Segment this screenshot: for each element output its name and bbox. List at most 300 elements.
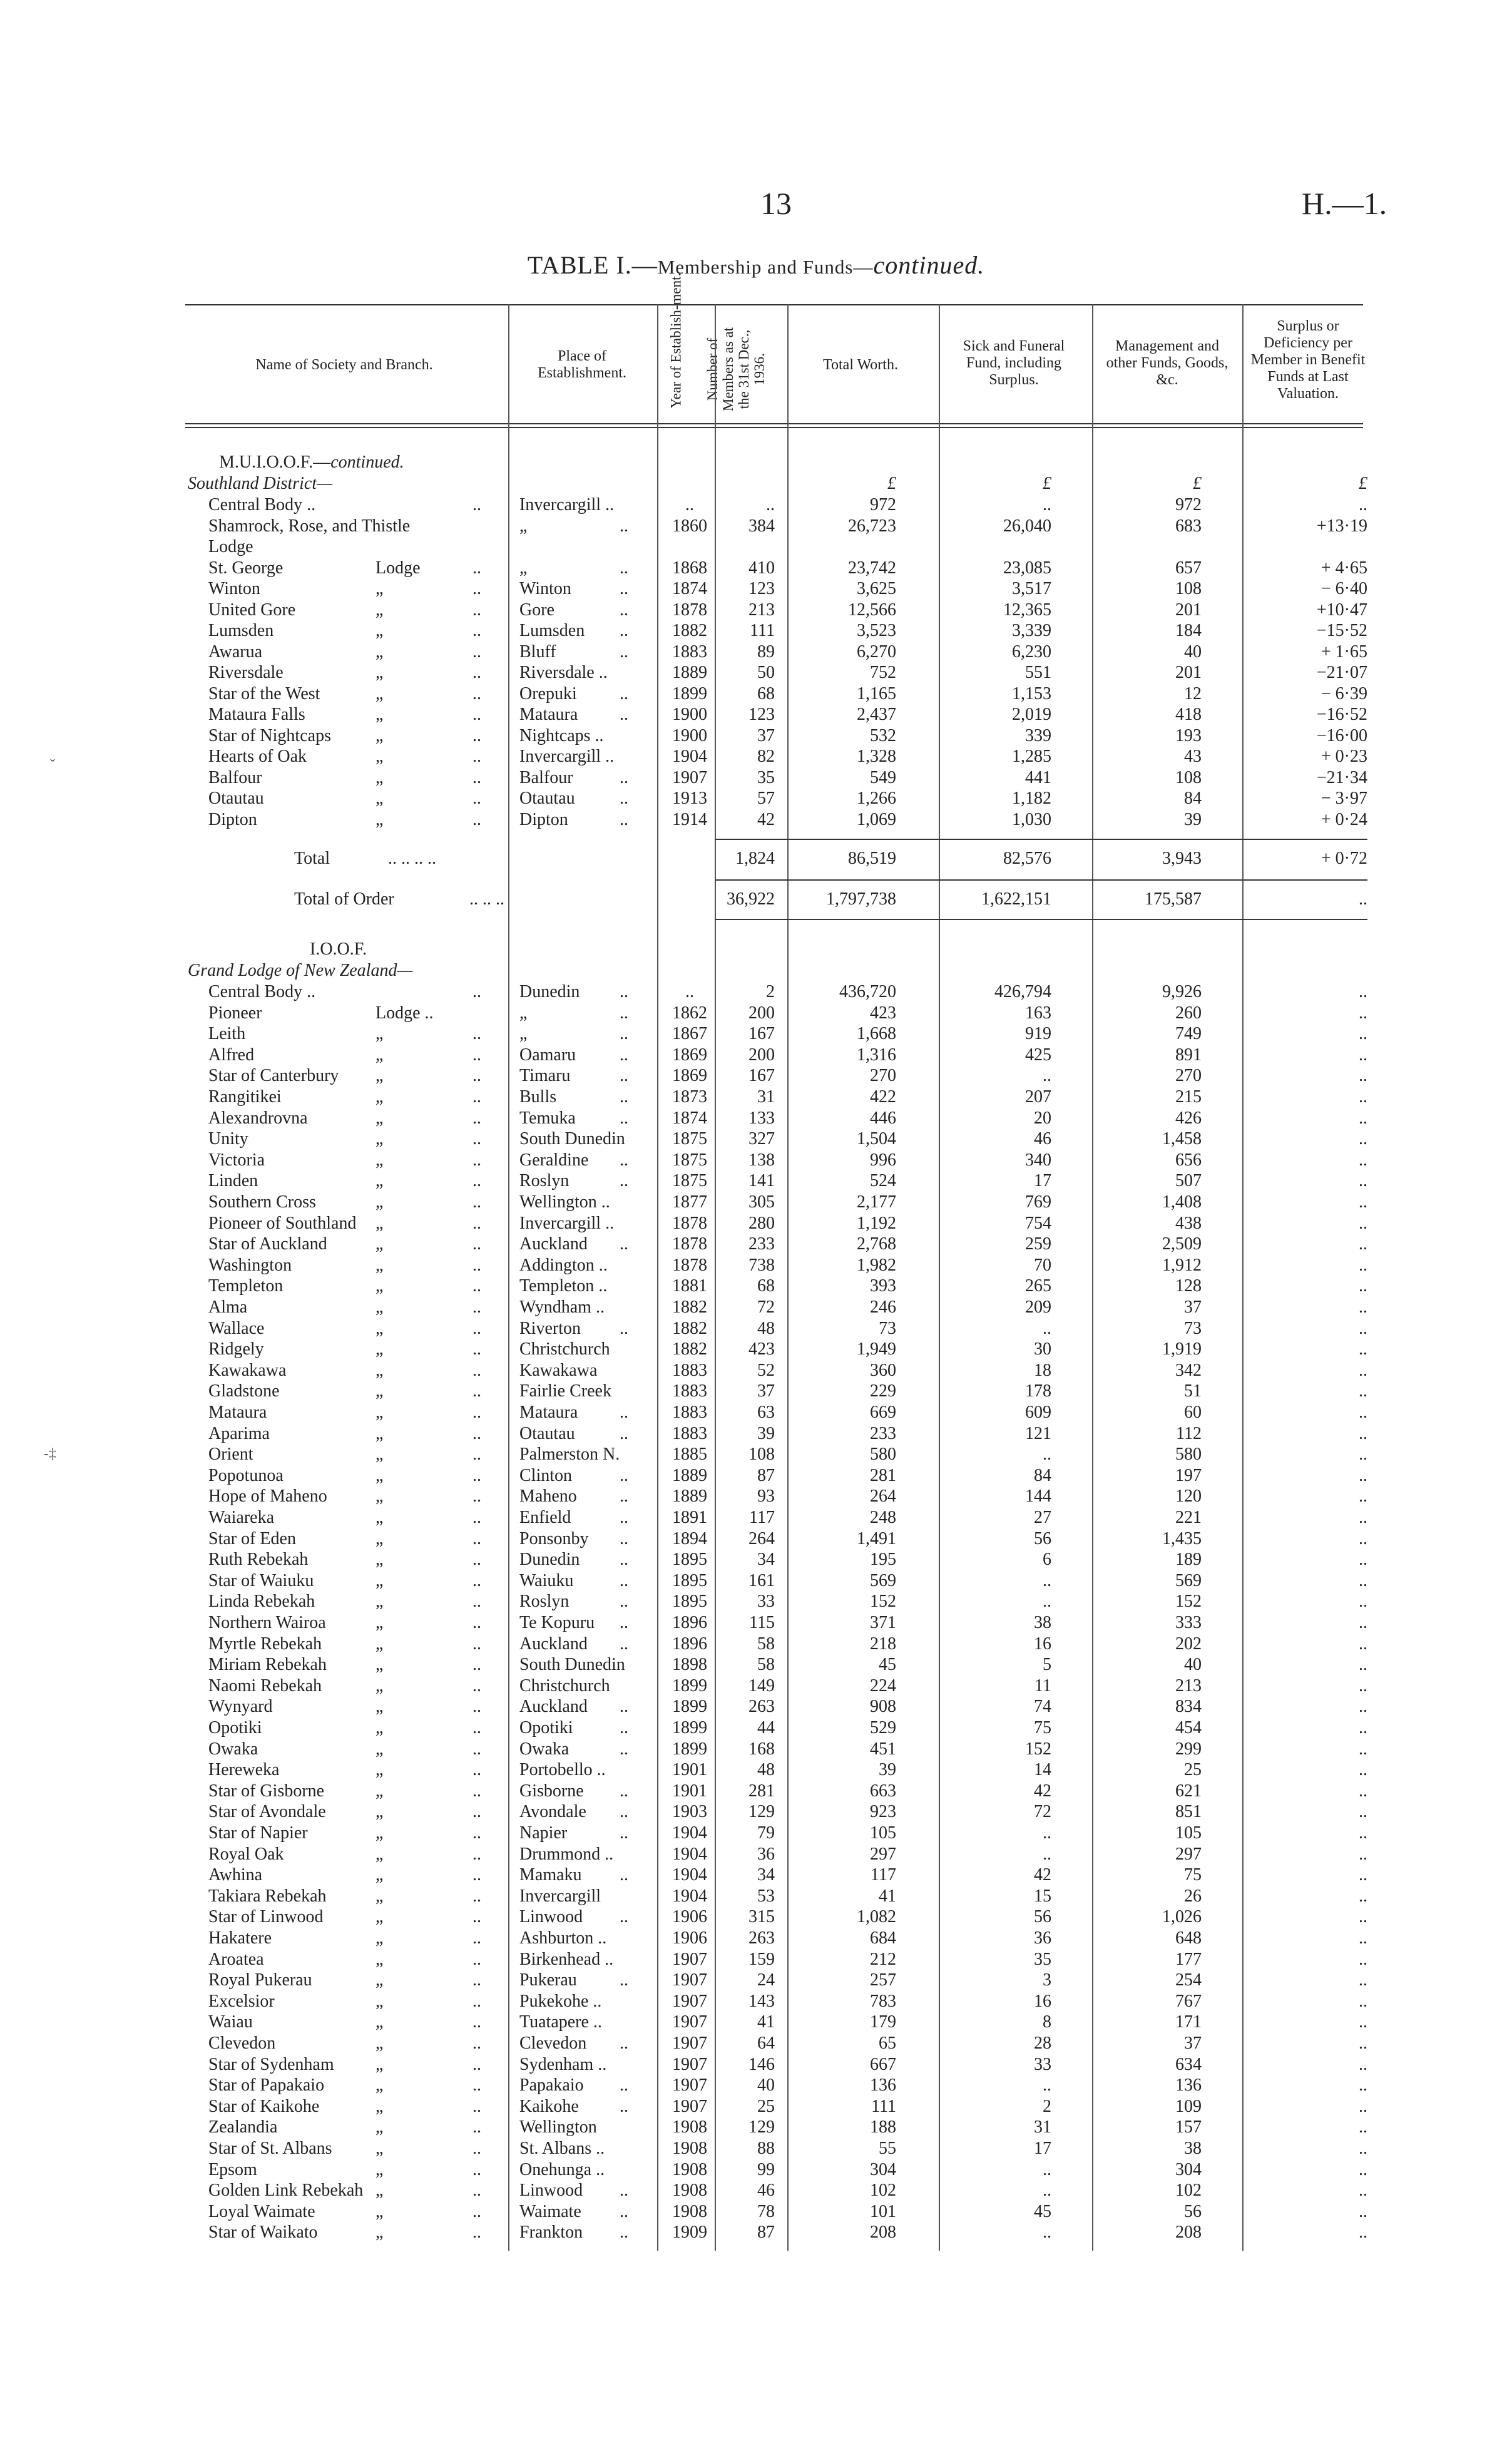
cell-dots2: .. (620, 1697, 628, 1717)
cell-sick: 3,339 (1012, 621, 1051, 640)
cell-name: Epsom (208, 2159, 257, 2179)
cell-dots2: .. (620, 2096, 628, 2116)
cell-sick: 35 (1034, 1949, 1051, 1969)
cell-surp: .. (1359, 1339, 1367, 1359)
cell-year: 1894 (672, 1528, 707, 1548)
cell-year: 1907 (672, 1991, 707, 2011)
cell-sick: 8 (1043, 2012, 1051, 2032)
cell-surp: .. (1359, 1528, 1367, 1548)
cell-dots1: .. (472, 1445, 481, 1465)
cell-worth: 923 (870, 1802, 896, 1822)
cell-dots2: .. (620, 1592, 628, 1612)
cell-place: Auckland (519, 1234, 588, 1254)
cell-mem: 39 (757, 1423, 775, 1443)
header-worth: Total Worth. (823, 357, 898, 373)
cell-lodge: „ (375, 1781, 384, 1801)
cell-name: Zealandia (208, 2117, 278, 2137)
cell-dots2: .. (620, 1865, 628, 1885)
cell-place: Christchurch (519, 1676, 610, 1696)
cell-surp: .. (1359, 1823, 1367, 1843)
cell-mgmt: 333 (1175, 1613, 1202, 1632)
cell-lodge: „ (375, 1339, 384, 1359)
cell-mgmt: 621 (1175, 1781, 1202, 1801)
cell-place: Orepuki (519, 683, 577, 704)
currency-worth: £ (887, 474, 896, 493)
cell-lodge: „ (375, 1528, 384, 1548)
total-order-mgmt: 175,587 (1145, 889, 1202, 909)
cell-name: Owaka (208, 1739, 258, 1759)
cell-mgmt: 657 (1175, 558, 1202, 578)
cell-surp: .. (1359, 2075, 1367, 2096)
cell-mgmt: 656 (1175, 1150, 1202, 1170)
cell-mem: 57 (757, 789, 775, 808)
cell-sick: 265 (1025, 1276, 1051, 1296)
cell-lodge: „ (375, 725, 384, 745)
cell-lodge: „ (375, 1465, 384, 1485)
cell-dots2: .. (620, 809, 628, 829)
cell-year: 1907 (672, 2054, 707, 2074)
cell-dots1: .. (472, 2201, 481, 2221)
cell-mgmt: 834 (1175, 1697, 1202, 1717)
cell-mgmt: 270 (1175, 1066, 1202, 1086)
cell-mem: 36 (757, 1844, 775, 1864)
cell-name: Myrtle Rebekah (208, 1634, 322, 1654)
cell-mem: 167 (748, 1024, 775, 1044)
cell-name: Royal Pukerau (208, 1970, 312, 1990)
header-bottom-rule (185, 423, 1363, 424)
total-label: Total (294, 849, 330, 868)
cell-mem: 129 (748, 2117, 775, 2137)
cell-place: Linwood (519, 2181, 583, 2201)
table-row (0, 704, 1512, 725)
cell-place: Roslyn (519, 1171, 570, 1191)
cell-place: Dipton (519, 809, 568, 829)
cell-name: Washington (208, 1255, 292, 1275)
page-reference: H.—1. (1302, 186, 1387, 221)
cell-dots1: .. (472, 621, 481, 640)
cell-mgmt: 221 (1175, 1508, 1202, 1527)
cell-worth: 105 (870, 1823, 896, 1843)
cell-name: Linden (208, 1171, 258, 1191)
cell-sick: 207 (1025, 1087, 1051, 1107)
cell-sick: 36 (1034, 1928, 1051, 1948)
cell-surp: .. (1359, 2096, 1367, 2116)
cell-place: Wellington .. (519, 1192, 610, 1212)
cell-dots2: .. (620, 1570, 628, 1590)
cell-surp: .. (1359, 1234, 1367, 1254)
cell-name: Dipton (208, 809, 257, 829)
cell-name: St. George (208, 558, 284, 578)
cell-year: 1873 (672, 1087, 707, 1107)
table-row (0, 788, 1512, 809)
cell-surp: .. (1359, 1045, 1367, 1065)
total-order-row (0, 889, 1512, 910)
cell-surp: +10·47 (1316, 600, 1367, 620)
cell-mem: 37 (757, 725, 775, 745)
table-row (0, 1108, 1512, 1129)
cell-surp: .. (1359, 1928, 1367, 1948)
cell-worth: 45 (879, 1655, 896, 1675)
cell-dots2: .. (620, 767, 628, 787)
cell-mgmt: 184 (1175, 621, 1202, 640)
cell-mem: 87 (757, 2223, 775, 2243)
table-row (0, 2054, 1512, 2075)
cell-worth: 1,266 (857, 789, 896, 808)
cell-name: Alma (208, 1297, 248, 1317)
cell-dots2: .. (620, 1781, 628, 1801)
cell-mem: 263 (748, 1697, 775, 1717)
cell-year: 1907 (672, 2012, 707, 2032)
table-row (0, 2012, 1512, 2033)
cell-year: 1869 (672, 1066, 707, 1086)
cell-worth: 111 (871, 2096, 896, 2116)
cell-sick: .. (1043, 1066, 1051, 1086)
cell-name: Awarua (208, 642, 263, 662)
cell-surp: .. (1359, 1613, 1367, 1632)
cell-sick: 144 (1025, 1487, 1051, 1507)
cell-surp: .. (1359, 1907, 1367, 1927)
cell-dots2: .. (620, 558, 628, 578)
cell-worth: 65 (879, 2034, 896, 2053)
table-row (0, 1255, 1512, 1276)
cell-lodge: „ (375, 1297, 384, 1317)
cell-name: Alexandrovna (208, 1108, 308, 1128)
table-row (0, 1676, 1512, 1697)
cell-surp: .. (1359, 2223, 1367, 2243)
cell-year: 1896 (672, 1634, 707, 1654)
table-row (0, 2117, 1512, 2138)
cell-worth: 270 (870, 1066, 896, 1086)
cell-year: 1906 (672, 1928, 707, 1948)
cell-sick: 1,153 (1012, 683, 1051, 704)
cell-mem: 72 (757, 1297, 775, 1317)
table-row (0, 809, 1512, 831)
cell-worth: 102 (870, 2181, 896, 2201)
cell-place: „ (519, 1024, 528, 1044)
cell-dots1: .. (472, 2012, 481, 2032)
cell-sick: 15 (1034, 1886, 1051, 1906)
cell-place: Pukerau (519, 1970, 577, 1990)
cell-year: 1882 (672, 1318, 707, 1338)
cell-lodge: „ (375, 1445, 384, 1465)
cell-mem: 31 (757, 1087, 775, 1107)
table-row (0, 2075, 1512, 2096)
cell-lodge: „ (375, 2181, 384, 2201)
cell-mem: 58 (757, 1655, 775, 1675)
cell-place: Wyndham .. (519, 1297, 605, 1317)
cell-mem: 34 (757, 1550, 775, 1570)
cell-sick: 17 (1034, 1171, 1051, 1191)
cell-name: Mataura (208, 1403, 267, 1422)
cell-name: Waiareka (208, 1508, 274, 1527)
cell-dots1: .. (472, 600, 481, 620)
margin-mark: ˇ (50, 757, 55, 774)
total-order-worth: 1,797,738 (826, 889, 896, 909)
margin-mark: -‡ (44, 1446, 56, 1462)
cell-worth: 1,504 (857, 1129, 896, 1149)
cell-dots1: .. (472, 1045, 481, 1065)
cell-mgmt: 208 (1175, 2223, 1202, 2243)
cell-place: Mataura (519, 705, 578, 724)
cell-name: Wynyard (208, 1697, 273, 1717)
cell-sick: 425 (1025, 1045, 1051, 1065)
cell-lodge: „ (375, 1550, 384, 1570)
cell-worth: 667 (870, 2054, 896, 2074)
cell-place: Invercargill .. (519, 1213, 615, 1233)
cell-place: Linwood (519, 1907, 583, 1927)
cell-sick: 46 (1034, 1129, 1051, 1149)
cell-mem: 48 (757, 1760, 775, 1780)
table-row (0, 1949, 1512, 1970)
cell-sick: .. (1043, 1445, 1051, 1465)
cell-year: 1874 (672, 579, 707, 598)
cell-place: Winton (519, 579, 571, 598)
cell-place: Waimate (519, 2201, 581, 2221)
cell-mem: 52 (757, 1360, 775, 1380)
cell-place: Dunedin (519, 1550, 580, 1570)
cell-mgmt: 43 (1184, 747, 1202, 766)
cell-worth: 529 (870, 1718, 896, 1737)
cell-lodge: „ (375, 1171, 384, 1191)
cell-surp: + 0·24 (1320, 809, 1367, 829)
cell-surp: .. (1359, 1213, 1367, 1233)
cell-worth: 783 (870, 1991, 896, 2011)
cell-mem: 46 (757, 2181, 775, 2201)
cell-year: .. (685, 495, 694, 514)
table-row (0, 578, 1512, 600)
cell-mem: 281 (748, 1781, 775, 1801)
cell-mgmt: 749 (1175, 1024, 1202, 1044)
table-row (0, 1970, 1512, 1991)
cell-dots2: .. (620, 642, 628, 662)
district-name-2: Grand Lodge of New Zealand— (188, 961, 413, 980)
cell-dots1: .. (472, 2054, 481, 2074)
cell-mem: 99 (757, 2159, 775, 2179)
cell-name: Royal Oak (208, 1844, 284, 1864)
cell-surp: .. (1359, 1150, 1367, 1170)
cell-mgmt: 426 (1175, 1108, 1202, 1128)
cell-dots1: .. (472, 1781, 481, 1801)
cell-dots1: .. (472, 747, 481, 766)
cell-dots1: .. (472, 1508, 481, 1527)
table-row (0, 1213, 1512, 1234)
cell-year: 1882 (672, 1297, 707, 1317)
cell-year: 1882 (672, 621, 707, 640)
cell-mgmt: 2,509 (1162, 1234, 1202, 1254)
cell-surp: .. (1359, 1991, 1367, 2011)
cell-mgmt: 972 (1175, 495, 1202, 514)
cell-place: Mataura (519, 1403, 578, 1422)
cell-lodge: „ (375, 600, 384, 620)
page-number: 13 (760, 186, 792, 221)
header-sick: Sick and Funeral Fund, including Surplus. (963, 338, 1065, 388)
society-name: M.U.I.O.O.F.— (219, 453, 331, 472)
cell-sick: 1,285 (1012, 747, 1051, 766)
cell-dots1: .. (472, 1528, 481, 1548)
header-mgmt: Management and other Funds, Goods, &c. (1106, 338, 1228, 388)
cell-name: Star of Napier (208, 1823, 308, 1843)
cell-lodge: „ (375, 1066, 384, 1086)
cell-year: 1862 (672, 1003, 707, 1023)
cell-name: Hereweka (208, 1760, 280, 1780)
cell-year: 1914 (672, 809, 707, 829)
cell-year: 1895 (672, 1550, 707, 1570)
cell-place: Otautau (519, 1423, 575, 1443)
cell-sick: 17 (1034, 2139, 1051, 2158)
cell-mgmt: 37 (1184, 2034, 1202, 2053)
cell-dots2: .. (620, 1802, 628, 1822)
cell-worth: 684 (870, 1928, 896, 1948)
cell-mem: 89 (757, 642, 775, 662)
cell-mem: 108 (748, 1445, 775, 1465)
cell-year: 1883 (672, 1423, 707, 1443)
cell-name: Shamrock, Rose, and Thistle (208, 516, 411, 536)
cell-mem: 123 (748, 579, 775, 598)
cell-surp: .. (1359, 2201, 1367, 2221)
cell-year: 1878 (672, 1255, 707, 1275)
cell-place: Otautau (519, 789, 575, 808)
cell-lodge: „ (375, 1907, 384, 1927)
cell-name: Star of Canterbury (208, 1066, 339, 1086)
cell-worth: 360 (870, 1360, 896, 1380)
cell-dots2: .. (620, 1634, 628, 1654)
cell-year: 1904 (672, 1886, 707, 1906)
cell-dots1: .. (472, 809, 481, 829)
cell-dots1: .. (472, 1171, 481, 1191)
cell-name: Star of Linwood (208, 1907, 324, 1927)
cell-dots2: .. (620, 1613, 628, 1632)
cell-dots2: .. (620, 2181, 628, 2201)
cell-year: 1908 (672, 2117, 707, 2137)
cell-year: 1882 (672, 1339, 707, 1359)
cell-year: 1899 (672, 1739, 707, 1759)
cell-worth: 212 (870, 1949, 896, 1969)
cell-sick: 74 (1034, 1697, 1051, 1717)
cell-mgmt: 38 (1184, 2139, 1202, 2158)
table-row (0, 620, 1512, 642)
cell-place: Auckland (519, 1634, 588, 1654)
cell-dots1: .. (472, 558, 481, 578)
cell-place: Ponsonby (519, 1528, 589, 1548)
cell-mem: 143 (748, 1991, 775, 2011)
cell-surp: + 4·65 (1320, 558, 1367, 578)
cell-surp: .. (1359, 1655, 1367, 1675)
cell-dots2: .. (620, 1150, 628, 1170)
cell-year: 1907 (672, 767, 707, 787)
cell-dots2: .. (620, 1423, 628, 1443)
cell-mgmt: 40 (1184, 642, 1202, 662)
cell-sick: 75 (1034, 1718, 1051, 1737)
cell-mgmt: 260 (1175, 1003, 1202, 1023)
cell-name: Aparima (208, 1423, 270, 1443)
cell-dots1: .. (472, 1949, 481, 1969)
table-row (0, 1865, 1512, 1886)
cell-dots2: .. (620, 2034, 628, 2053)
cell-surp: −16·00 (1316, 725, 1367, 745)
cell-dots1: .. (472, 1087, 481, 1107)
table-row (0, 1297, 1512, 1318)
table-row (0, 2180, 1512, 2201)
cell-dots1: .. (472, 767, 481, 787)
cell-surp: .. (1359, 1403, 1367, 1422)
cell-worth: 393 (870, 1276, 896, 1296)
cell-worth: 436,720 (839, 982, 896, 1001)
cell-place: Clevedon (519, 2034, 587, 2053)
cell-dots1: .. (472, 1108, 481, 1128)
cell-worth: 248 (870, 1508, 896, 1527)
cell-mem: 384 (748, 516, 775, 536)
cell-name: Templeton (208, 1276, 284, 1296)
cell-surp: .. (1359, 1423, 1367, 1443)
table-row (0, 1507, 1512, 1528)
table-row (0, 1801, 1512, 1823)
cell-sick: 152 (1025, 1739, 1051, 1759)
cell-name: Rangitikei (208, 1087, 282, 1107)
cell-dots1: .. (472, 1360, 481, 1380)
cell-dots1: .. (472, 1255, 481, 1275)
cell-mem: 133 (748, 1108, 775, 1128)
cell-dots1: .. (472, 789, 481, 808)
cell-dots1: .. (472, 1991, 481, 2011)
cell-year: 1874 (672, 1108, 707, 1128)
cell-dots1: .. (472, 683, 481, 704)
cell-dots2: .. (620, 1066, 628, 1086)
cell-dots1: .. (472, 1339, 481, 1359)
cell-lodge: „ (375, 642, 384, 662)
cell-surp: .. (1359, 1297, 1367, 1317)
cell-dots2: .. (620, 1508, 628, 1527)
cell-name: Gladstone (208, 1381, 280, 1401)
cell-surp: + 0·23 (1320, 747, 1367, 766)
cell-dots1: .. (472, 1403, 481, 1422)
cell-place: Pukekohe .. (519, 1991, 602, 2011)
cell-mgmt: 254 (1175, 1970, 1202, 1990)
cell-worth: 996 (870, 1150, 896, 1170)
cell-name: Star of St. Albans (208, 2139, 332, 2158)
cell-worth: 1,949 (857, 1339, 896, 1359)
cell-place: Palmerston N. (519, 1445, 620, 1465)
cell-lodge: „ (375, 1928, 384, 1948)
cell-sick: 121 (1025, 1423, 1051, 1443)
cell-name: Winton (208, 579, 260, 598)
table-row (0, 1003, 1512, 1024)
cell-year: 1860 (672, 516, 707, 536)
cell-dots1: .. (472, 579, 481, 598)
cell-lodge: „ (375, 1886, 384, 1906)
cell-dots1: .. (472, 642, 481, 662)
cell-place: Riversdale .. (519, 663, 608, 682)
cell-name: Victoria (208, 1150, 265, 1170)
cell-mgmt: 39 (1184, 809, 1202, 829)
cell-mem: 58 (757, 1634, 775, 1654)
cell-surp: .. (1359, 982, 1367, 1001)
cell-place: Auckland (519, 1697, 588, 1717)
cell-mem: 42 (757, 809, 775, 829)
cell-dots1: .. (472, 1150, 481, 1170)
cell-mgmt: 634 (1175, 2054, 1202, 2074)
title-main: TABLE I.— (527, 251, 658, 279)
cell-mgmt: 580 (1175, 1445, 1202, 1465)
cell-worth: 264 (870, 1487, 896, 1507)
cell-surp: −16·52 (1316, 705, 1367, 724)
cell-mem: 327 (748, 1129, 775, 1149)
cell-worth: 224 (870, 1676, 896, 1696)
cell-mgmt: 120 (1175, 1487, 1202, 1507)
cell-dots2: .. (620, 2201, 628, 2221)
cell-lodge: „ (375, 1108, 384, 1128)
cell-name: Lumsden (208, 621, 274, 640)
cell-sick: 1,182 (1012, 789, 1051, 808)
